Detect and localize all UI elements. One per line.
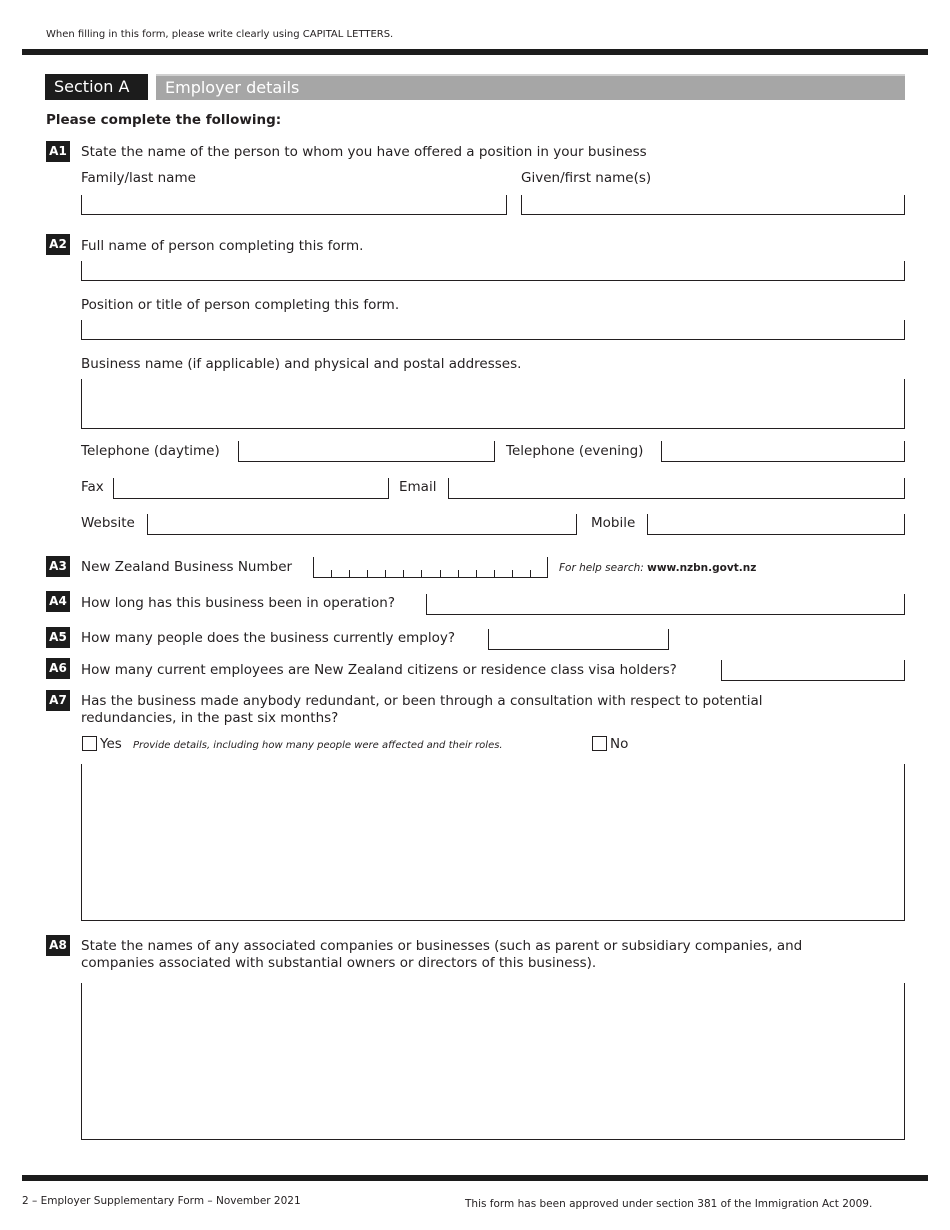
position-title-field[interactable] <box>81 319 905 340</box>
telephone-daytime-label: Telephone (daytime) <box>81 443 220 459</box>
nzbn-help-link[interactable]: www.nzbn.govt.nz <box>647 562 757 574</box>
fax-field[interactable] <box>113 477 389 499</box>
nz-employees-count-field[interactable] <box>721 659 905 681</box>
question-badge-a5: A5 <box>46 627 70 648</box>
business-address-field[interactable] <box>81 379 905 429</box>
section-label-block <box>45 74 148 100</box>
question-badge-a1: A1 <box>46 141 70 162</box>
bottom-divider-bar <box>22 1175 928 1181</box>
redundancy-details-field[interactable] <box>81 764 905 921</box>
yes-checkbox[interactable] <box>82 736 97 751</box>
nzbn-digit-separator <box>458 570 459 577</box>
family-name-field[interactable] <box>81 194 507 215</box>
a6-question-text: How many current employees are New Zealand citizens or residence class visa holders? <box>81 662 677 678</box>
top-divider-bar <box>22 49 928 55</box>
given-name-field[interactable] <box>521 194 905 215</box>
footer-form-title: 2 – Employer Supplementary Form – November 2021 <box>22 1195 301 1207</box>
footer-approval-note: This form has been approved under section 381 of the Immigration Act 2009. <box>465 1198 873 1210</box>
no-checkbox[interactable] <box>592 736 607 751</box>
question-badge-a2: A2 <box>46 234 70 255</box>
nzbn-digit-separator <box>349 570 350 577</box>
position-title-label: Position or title of person completing this form. <box>81 297 400 313</box>
mobile-field[interactable] <box>647 513 905 535</box>
a1-question-text: State the name of the person to whom you have offered a position in your business <box>81 144 647 160</box>
a8-question-line1: State the names of any associated companies or businesses (such as parent or subsidiary companies, and <box>81 938 803 954</box>
nzbn-help-prefix: For help search: <box>559 562 644 574</box>
nzbn-field[interactable] <box>313 556 548 578</box>
yes-label: Yes <box>100 736 122 752</box>
nzbn-digit-separator <box>403 570 404 577</box>
question-badge-a4: A4 <box>46 591 70 612</box>
email-field[interactable] <box>448 477 905 499</box>
business-address-label: Business name (if applicable) and physical and postal addresses. <box>81 356 522 372</box>
section-label: Section A <box>54 77 130 96</box>
a4-question-text: How long has this business been in operation? <box>81 595 395 611</box>
intro-text: Please complete the following: <box>46 112 282 128</box>
a7-question-line2: redundancies, in the past six months? <box>81 710 339 726</box>
associated-companies-field[interactable] <box>81 983 905 1140</box>
mobile-label: Mobile <box>591 515 636 531</box>
nzbn-digit-separator <box>494 570 495 577</box>
yes-details-note: Provide details, including how many people were affected and their roles. <box>133 740 503 751</box>
employee-count-field[interactable] <box>488 628 669 650</box>
question-badge-a7: A7 <box>46 690 70 711</box>
nzbn-digit-separator <box>530 570 531 577</box>
question-badge-a3: A3 <box>46 556 70 577</box>
telephone-evening-label: Telephone (evening) <box>506 443 644 459</box>
capital-letters-instruction: When filling in this form, please write clearly using CAPITAL LETTERS. <box>46 29 394 40</box>
question-badge-a6: A6 <box>46 658 70 679</box>
nzbn-digit-separator <box>385 570 386 577</box>
full-name-field[interactable] <box>81 260 905 281</box>
a5-question-text: How many people does the business currently employ? <box>81 630 456 646</box>
nzbn-digit-separator <box>440 570 441 577</box>
nzbn-digit-separator <box>331 570 332 577</box>
family-name-label: Family/last name <box>81 170 196 186</box>
business-duration-field[interactable] <box>426 593 905 615</box>
nzbn-help-text <box>559 562 756 575</box>
a7-question-line1: Has the business made anybody redundant, or been through a consultation with respect to potential <box>81 693 763 709</box>
nzbn-digit-separator <box>367 570 368 577</box>
no-label: No <box>610 736 629 752</box>
nzbn-digit-separator <box>512 570 513 577</box>
section-title-block <box>156 74 905 100</box>
section-title: Employer details <box>165 78 300 97</box>
a8-question-line2: companies associated with substantial owners or directors of this business). <box>81 955 597 971</box>
email-label: Email <box>399 479 437 495</box>
nzbn-digit-separator <box>476 570 477 577</box>
nzbn-digit-separator <box>421 570 422 577</box>
question-badge-a8: A8 <box>46 935 70 956</box>
website-label: Website <box>81 515 135 531</box>
telephone-evening-field[interactable] <box>661 440 905 462</box>
full-name-label: Full name of person completing this form. <box>81 238 364 254</box>
given-name-label: Given/first name(s) <box>521 170 652 186</box>
nzbn-label: New Zealand Business Number <box>81 559 293 575</box>
fax-label: Fax <box>81 479 104 495</box>
telephone-daytime-field[interactable] <box>238 440 495 462</box>
website-field[interactable] <box>147 513 577 535</box>
